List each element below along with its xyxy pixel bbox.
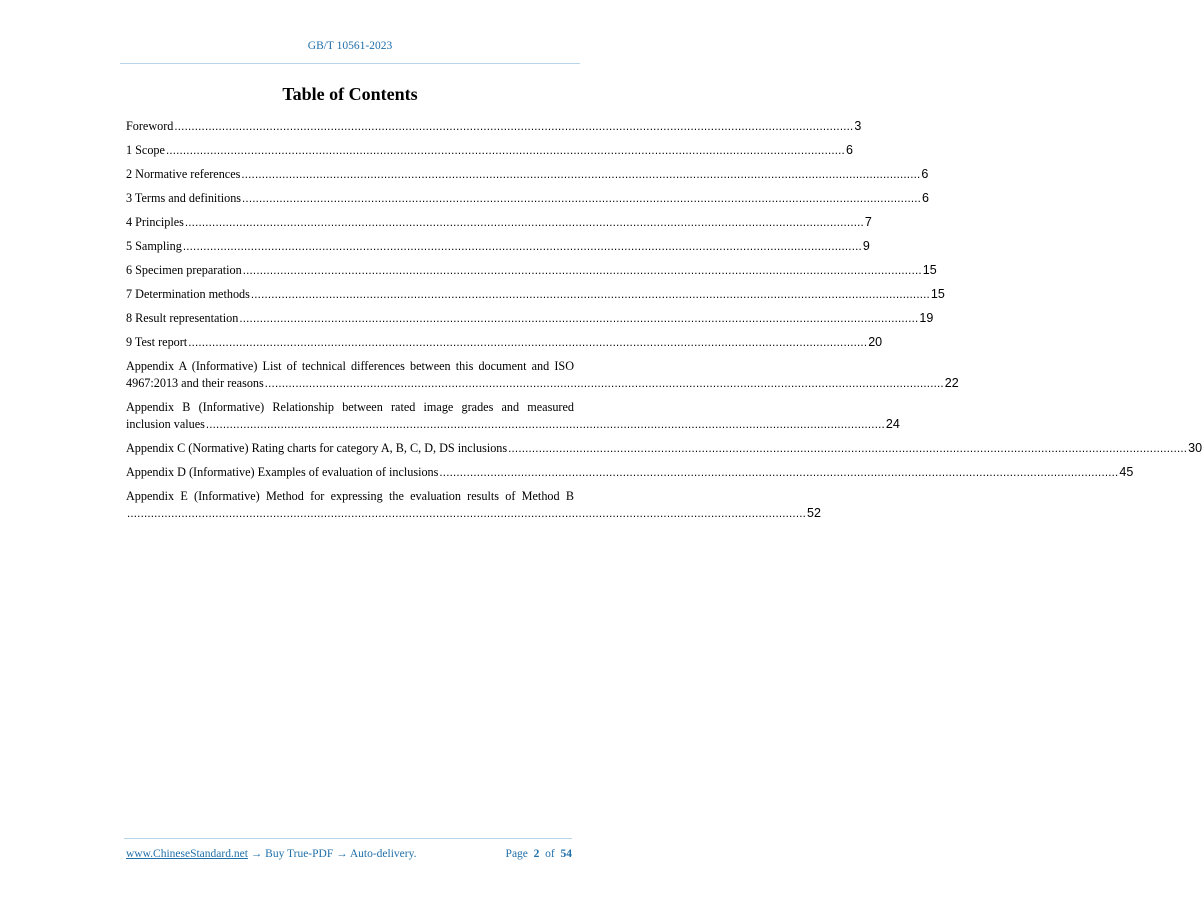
toc-entry-scope[interactable]	[126, 142, 853, 160]
toc-entry-text-line2: inclusion values	[126, 417, 205, 431]
toc-entry-normative-references[interactable]	[126, 166, 929, 184]
toc-entry-page: 19	[919, 311, 934, 325]
footer-divider	[124, 838, 572, 839]
toc-leader: ........................................................................................................................................................................................................	[250, 289, 930, 301]
toc-entry-page: 6	[845, 143, 853, 157]
toc-entry-appendix-c[interactable]	[126, 440, 1202, 458]
toc-entry-foreword[interactable]	[126, 118, 862, 136]
toc-entry-text: 1 Scope	[126, 143, 165, 157]
toc-leader: ........................................................................................................................................................................................................	[188, 337, 868, 349]
toc-leader: ........................................................................................................................................................................................................	[239, 313, 919, 325]
toc-leader: ........................................................................................................................................................................................................	[241, 169, 921, 181]
toc-leader: ........................................................................................................................................................................................................	[242, 265, 922, 277]
toc-entry-terms[interactable]	[126, 190, 929, 208]
footer	[126, 848, 572, 860]
toc-leader: ........................................................................................................................................................................................................	[127, 508, 807, 520]
toc-leader: ........................................................................................................................................................................................................	[165, 145, 845, 157]
toc-entry-page: 3	[854, 119, 862, 133]
toc-entry-page: 15	[922, 263, 937, 277]
toc-entry-text: 2 Normative references	[126, 167, 241, 181]
table-of-contents	[126, 118, 1202, 529]
toc-entry-page: 20	[868, 335, 883, 349]
page-title: Table of Contents	[282, 84, 418, 104]
toc-entry-appendix-d[interactable]	[126, 464, 1134, 482]
toc-entry-page: 7	[864, 215, 872, 229]
toc-entry-determination-methods[interactable]	[126, 286, 945, 304]
toc-entry-sampling[interactable]	[126, 238, 870, 256]
toc-leader: ........................................................................................................................................................................................................	[439, 467, 1119, 479]
toc-entry-page: 45	[1119, 465, 1134, 479]
toc-entry-text: 5 Sampling	[126, 239, 182, 253]
page-of: of	[545, 848, 555, 860]
toc-entry-text: 8 Result representation	[126, 311, 239, 325]
toc-entry-text-line2: 4967:2013 and their reasons	[126, 376, 264, 390]
toc-entry-text-line1: Appendix E (Informative) Method for expressing the evaluation results of Method B	[126, 489, 574, 503]
footer-tagline: → Buy True-PDF → Auto-delivery.	[247, 848, 417, 860]
toc-leader: ........................................................................................................................................................................................................	[174, 121, 854, 133]
page-total: 54	[560, 848, 572, 860]
toc-leader: ........................................................................................................................................................................................................	[242, 193, 922, 205]
toc-entry-text: Appendix C (Normative) Rating charts for category A, B, C, D, DS inclusions	[126, 441, 508, 455]
footer-left	[126, 848, 416, 860]
header-doc-id: GB/T 10561-2023	[307, 40, 393, 52]
toc-entry-text: Appendix D (Informative) Examples of evaluation of inclusions	[126, 465, 439, 479]
toc-entry-page: 6	[922, 191, 929, 205]
toc-entry-text-line1: Appendix A (Informative) List of technical differences between this document and ISO	[126, 359, 574, 373]
toc-entry-text: 7 Determination methods	[126, 287, 250, 301]
toc-entry-page: 22	[944, 376, 959, 390]
toc-entry-text: 4 Principles	[126, 215, 184, 229]
toc-entry-appendix-a[interactable]	[126, 358, 959, 393]
toc-leader: ........................................................................................................................................................................................................	[264, 378, 944, 390]
toc-entry-text: 9 Test report	[126, 335, 188, 349]
toc-entry-text: 3 Terms and definitions	[126, 191, 242, 205]
header-divider	[120, 63, 580, 64]
toc-entry-page: 30	[1188, 441, 1202, 455]
page-current: 2	[533, 848, 540, 860]
page-word: Page	[505, 848, 528, 860]
toc-entry-page: 9	[862, 239, 870, 253]
toc-leader: ........................................................................................................................................................................................................	[508, 443, 1188, 455]
toc-entry-text: Foreword	[126, 119, 174, 133]
toc-entry-principles[interactable]	[126, 214, 872, 232]
toc-entry-result-representation[interactable]	[126, 310, 934, 328]
toc-entry-page: 52	[807, 506, 821, 520]
toc-leader: ........................................................................................................................................................................................................	[205, 419, 885, 431]
page-indicator	[506, 848, 572, 860]
toc-entry-appendix-e[interactable]	[126, 488, 821, 523]
toc-leader: ........................................................................................................................................................................................................	[182, 241, 862, 253]
toc-entry-text-line1: Appendix B (Informative) Relationship between rated image grades and measured	[126, 400, 574, 414]
toc-entry-page: 15	[930, 287, 945, 301]
toc-entry-test-report[interactable]	[126, 334, 883, 352]
toc-leader: ........................................................................................................................................................................................................	[184, 217, 864, 229]
toc-entry-specimen-preparation[interactable]	[126, 262, 937, 280]
toc-entry-page: 6	[921, 167, 929, 181]
toc-entry-page: 24	[885, 417, 900, 431]
toc-entry-text: 6 Specimen preparation	[126, 263, 242, 277]
toc-entry-appendix-b[interactable]	[126, 399, 900, 434]
site-link[interactable]: www.ChineseStandard.net	[126, 848, 248, 860]
